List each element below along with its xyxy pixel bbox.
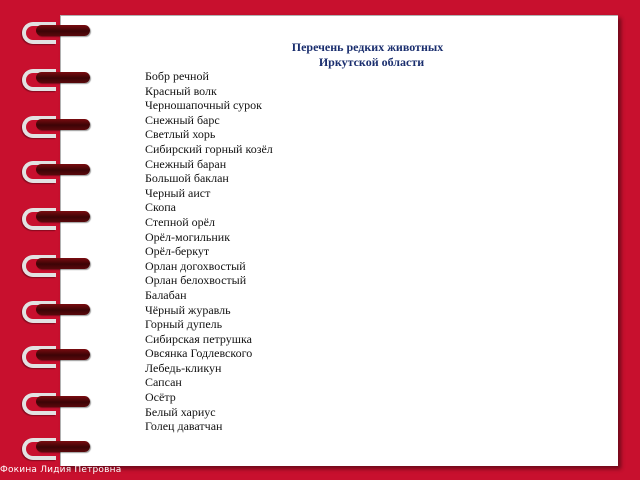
page-title [61,40,618,70]
list-item: Орёл-могильник [145,229,231,244]
list-item: Большой баклан [145,171,229,186]
list-item: Чёрный журавль [145,302,231,317]
title-line-1: Перечень редких животных [291,40,444,54]
list-item: Сибирская петрушка [145,331,252,346]
binder-ring-icon [22,115,90,135]
list-item: Голец даватчан [145,419,223,434]
binder-ring-icon [22,300,90,320]
binder-ring-icon [22,345,90,365]
list-item: Орёл-беркут [145,244,210,259]
list-item: Осётр [145,390,176,405]
list-item: Снежный баран [145,156,227,171]
list-item: Снежный барс [145,112,220,127]
list-item: Черношапочный сурок [145,98,263,113]
binder-ring-icon [22,437,90,457]
list-item: Степной орёл [145,214,215,229]
species-list [145,69,273,434]
list-item: Светлый хорь [145,127,216,142]
list-item: Овсянка Годлевского [145,346,253,361]
binder-ring-icon [22,160,90,180]
list-item: Красный волк [145,83,217,98]
list-item: Орлан догохвостый [145,258,246,273]
list-item: Черный аист [145,185,211,200]
list-item: Белый хариус [145,404,216,419]
binder-ring-icon [22,254,90,274]
list-item: Орлан белохвостый [145,273,247,288]
list-item: Балабан [145,287,187,302]
title-line-2: Иркутской области [318,55,425,69]
binder-ring-icon [22,68,90,88]
list-item: Сапсан [145,375,182,390]
list-item: Бобр речной [145,69,209,83]
list-item: Сибирский горный козёл [145,141,273,156]
binder-ring-icon [22,21,90,41]
list-item: Горный дупель [145,317,223,332]
list-item: Скопа [145,200,176,215]
author-caption: Фокина Лидия Петровна [0,465,122,475]
binder-ring-icon [22,207,90,227]
notebook-page [60,15,618,466]
binder-ring-icon [22,392,90,412]
list-item: Лебедь-кликун [145,360,222,375]
